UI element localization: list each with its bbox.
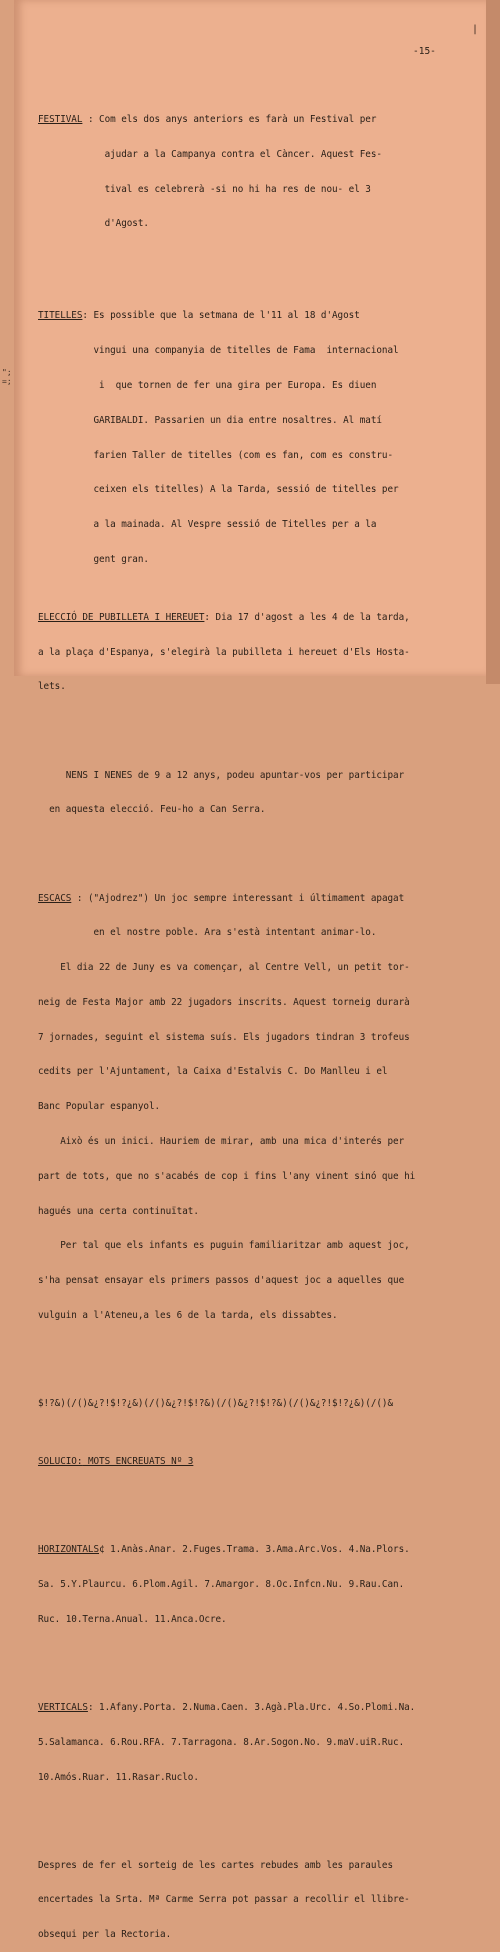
escacs-line: neig de Festa Major amb 22 jugadors inscrits. Aquest torneig durarà (38, 996, 410, 1008)
titelles-line: i que tornen de fer una gira per Europa. Es diuen (38, 380, 377, 392)
escacs-line: en el nostre poble. Ara s'està intentant animar-lo. (38, 927, 377, 939)
page-number: -15- (413, 46, 436, 57)
titelles-line: vingui una companyia de titelles de Fama internacional (38, 345, 399, 357)
festival-line: d'Agost. (38, 218, 149, 230)
closing-line: encertades la Srta. Mª Carme Serra pot passar a recollir el llibre- (38, 1894, 410, 1906)
escacs-line: Això és un inici. Hauriem de mirar, amb una mica d'interés per (38, 1136, 405, 1148)
nens-line: NENS I NENES de 9 a 12 anys, podeu apuntar-vos per participar (38, 769, 405, 781)
horizontals-line: Sa. 5.Y.Plaurcu. 6.Plom.Agil. 7.Amargor. 8.Oc.Infcn.Nu. 9.Rau.Can. (38, 1579, 405, 1590)
solucio-title: MOTS ENCREUATS Nº 3 (82, 1456, 194, 1468)
document-body (38, 46, 452, 1952)
festival-line: tival es celebrerà -si no hi ha res de nou- el 3 (38, 183, 371, 195)
escacs-line: vulguin a l'Ateneu,a les 6 de la tarda, els dissabtes. (38, 1309, 338, 1321)
nens-line: en aquesta elecció. Feu-ho a Can Serra. (38, 804, 266, 816)
page-edge (486, 0, 500, 684)
escacs-line: hagués una certa continuïtat. (38, 1205, 199, 1217)
festival-line: ajudar a la Campanya contra el Càncer. Aquest Fes- (38, 148, 382, 160)
titelles-label: TITELLES (38, 310, 83, 322)
horizontals-label: HORIZONTALS (38, 1544, 100, 1556)
escacs-label: ESCACS (38, 892, 72, 904)
titelles-line: gent gran. (38, 553, 149, 565)
margin-note: "; =; (2, 368, 12, 386)
titelles-line: ceixen els titelles) A la Tarda, sessió de titelles per (38, 484, 399, 496)
solucio-heading (38, 1456, 452, 1468)
verticals-line: 5.Salamanca. 6.Rou.RFA. 7.Tarragona. 8.Ar.Sogon.No. 9.maV.uiR.Ruc. (38, 1736, 405, 1748)
solucio-label: SOLUCIO: (38, 1456, 83, 1468)
verticals-label: VERTICALS (38, 1701, 88, 1713)
eleccio-line: lets. (38, 681, 66, 693)
eleccio-line: a la plaça d'Espanya, s'elegirà la pubilleta i hereuet d'Els Hosta- (38, 646, 410, 658)
horizontals-line-0: HORIZONTALS¢ 1.Anàs.Anar. 2.Fuges.Trama. 3.Ama.Arc.Vos. 4.Na.Plors. (38, 1544, 410, 1556)
verticals-line: 10.Amós.Ruar. 11.Rasar.Ruclo. (38, 1771, 199, 1783)
top-mark: | (472, 24, 479, 35)
titelles-line: farien Taller de titelles (com es fan, com es constru- (38, 449, 394, 461)
closing-line: Despres de fer el sorteig de les cartes rebudes amb les paraules (38, 1859, 394, 1871)
titelles-line: a la mainada. Al Vespre sessió de Titelles per a la (38, 519, 377, 531)
horizontals-line: Ruc. 10.Terna.Anual. 11.Anca.Ocre. (38, 1613, 227, 1625)
titelles-line-0: TITELLES: Es possible que la setmana de l'11 al 18 d'Agost (38, 310, 360, 322)
titelles-line: GARIBALDI. Passarien un dia entre nosaltres. Al matí (38, 414, 382, 426)
escacs-line: cedits per l'Ajuntament, la Caixa d'Estalvis C. Do Manlleu i el (38, 1066, 388, 1078)
escacs-line: Per tal que els infants es puguin familiaritzar amb aquest joc, (38, 1240, 410, 1252)
escacs-line: part de tots, que no s'acabés de cop i fins l'any vinent sinó que hi (38, 1170, 416, 1182)
escacs-line: Banc Popular espanyol. (38, 1101, 161, 1113)
escacs-line: s'ha pensat ensayar els primers passos d'aquest joc a aquelles que (38, 1275, 405, 1287)
festival-label: FESTIVAL (38, 113, 83, 125)
verticals-line-0: VERTICALS: 1.Afany.Porta. 2.Numa.Caen. 3.Agà.Pla.Urc. 4.So.Plomi.Na. (38, 1701, 416, 1713)
escacs-line-0: ESCACS : ("Ajodrez") Un joc sempre interessant i últimament apagat (38, 892, 405, 904)
eleccio-label: ELECCIÓ DE PUBILLETA I HEREUET (38, 611, 205, 623)
escacs-line: El dia 22 de Juny es va començar, al Centre Vell, un petit tor- (38, 962, 410, 974)
escacs-line: 7 jornades, seguint el sistema suís. Els jugadors tindran 3 trofeus (38, 1031, 410, 1043)
closing-line: obsequi per la Rectoria. (38, 1929, 172, 1941)
festival-line-0: FESTIVAL : Com els dos anys anteriors es farà un Festival per (38, 113, 377, 125)
eleccio-line-0: ELECCIÓ DE PUBILLETA I HEREUET: Dia 17 d'agost a les 4 de la tarda, (38, 611, 410, 623)
symbol-separator: $!?&)(/()&¿?!$!?¿&)(/()&¿?!$!?&)(/()&¿?!$!?&)(/()&¿?!$!?¿&)(/()& (38, 1398, 394, 1410)
